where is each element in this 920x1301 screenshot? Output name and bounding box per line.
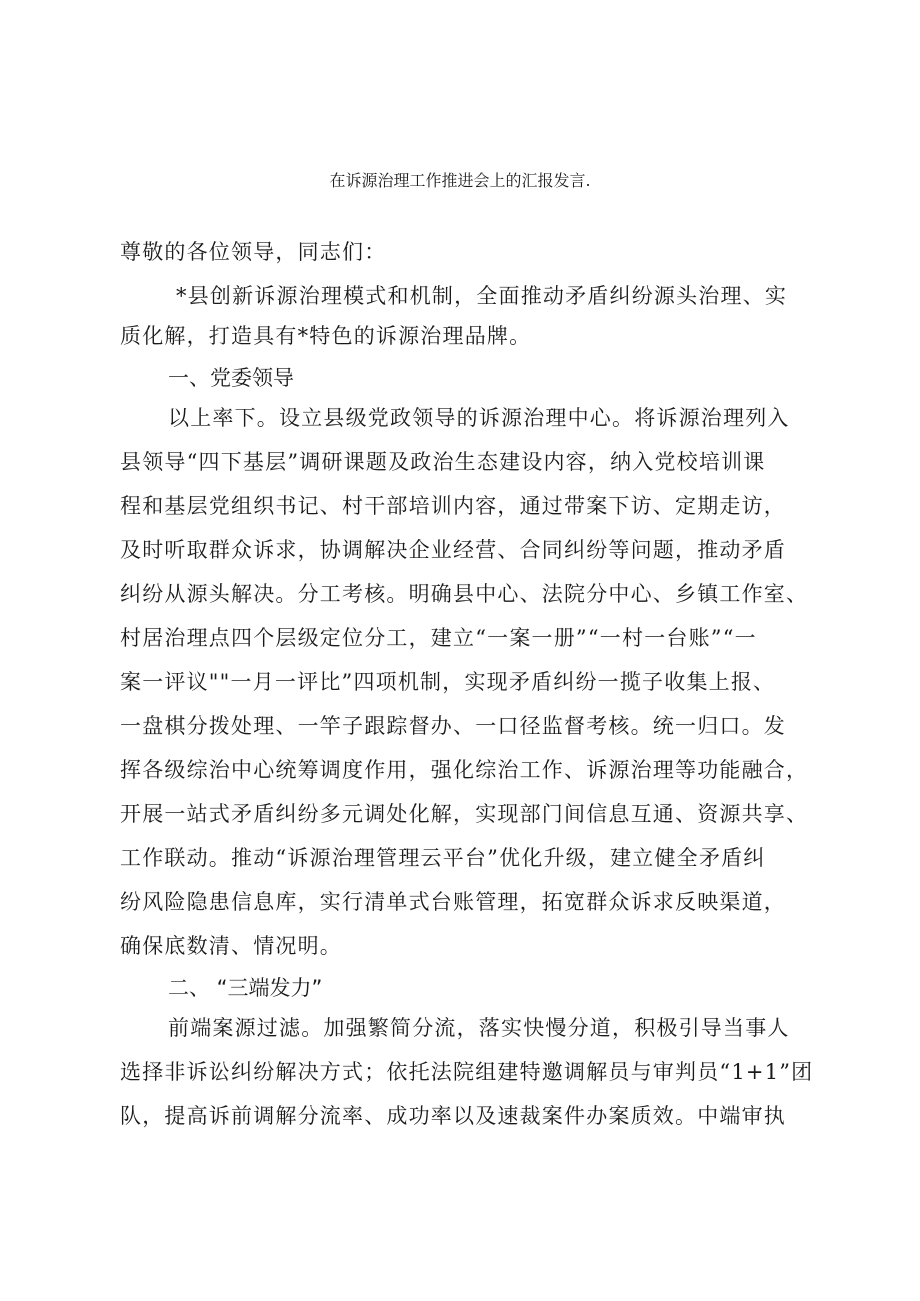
body-line: 村居治理点四个层级定位分工，建立“一案一册”“一村一台账”“一: [120, 626, 757, 650]
body-line: 开展一站式矛盾纠纷多元调处化解，实现部门间信息互通、资源共享、: [120, 802, 809, 826]
body-line: 一盘棋分拨处理、一竿子跟踪督办、一口径监督考核。统一归口。发: [120, 714, 786, 738]
body-line: 纷风险隐患信息库，实行清单式台账管理，拓宽群众诉求反映渠道，: [120, 890, 786, 914]
body-line: 以上率下。设立县级党政领导的诉源治理中心。将诉源治理列入: [168, 406, 790, 430]
body-line: 案一评议""一月一评比”四项机制，实现矛盾纠纷一揽子收集上报、: [120, 670, 776, 694]
body-line: 纠纷从源头解决。分工考核。明确县中心、法院分中心、乡镇工作室、: [120, 582, 809, 606]
section-heading-1: 一、党委领导: [168, 366, 294, 390]
salutation: 尊敬的各位领导，同志们：: [120, 240, 387, 264]
body-line: 前端案源过滤。加强繁简分流，落实快慢分道，积极引导当事人: [168, 1016, 790, 1040]
intro-line: 质化解，打造具有*特色的诉源治理品牌。: [120, 324, 532, 348]
body-line: 县领导“四下基层”调研课题及政治生态建设内容，纳入党校培训课: [120, 450, 766, 474]
document-title: 在诉源治理工作推进会上的汇报发言.: [329, 171, 591, 190]
body-line: 工作联动。推动“诉源治理管理云平台”优化升级，建立健全矛盾纠: [120, 846, 766, 870]
body-line: 挥各级综治中心统筹调度作用，强化综治工作、诉源治理等功能融合，: [120, 758, 809, 782]
body-line: 程和基层党组织书记、村干部培训内容，通过带案下访、定期走访，: [120, 494, 786, 518]
intro-line: *县创新诉源治理模式和机制，全面推动矛盾纠纷源头治理、实: [176, 284, 788, 308]
body-line: 选择非诉讼纠纷解决方式；依托法院组建特邀调解员与审判员“1+1”团: [120, 1060, 814, 1084]
body-line: 队，提高诉前调解分流率、成功率以及速裁案件办案质效。中端审执: [120, 1104, 786, 1128]
section-heading-2: 二、 “三端发力”: [168, 976, 323, 1000]
body-line: 及时听取群众诉求，协调解决企业经营、合同纠纷等问题，推动矛盾: [120, 538, 786, 562]
body-line: 确保底数清、情况明。: [120, 934, 342, 958]
